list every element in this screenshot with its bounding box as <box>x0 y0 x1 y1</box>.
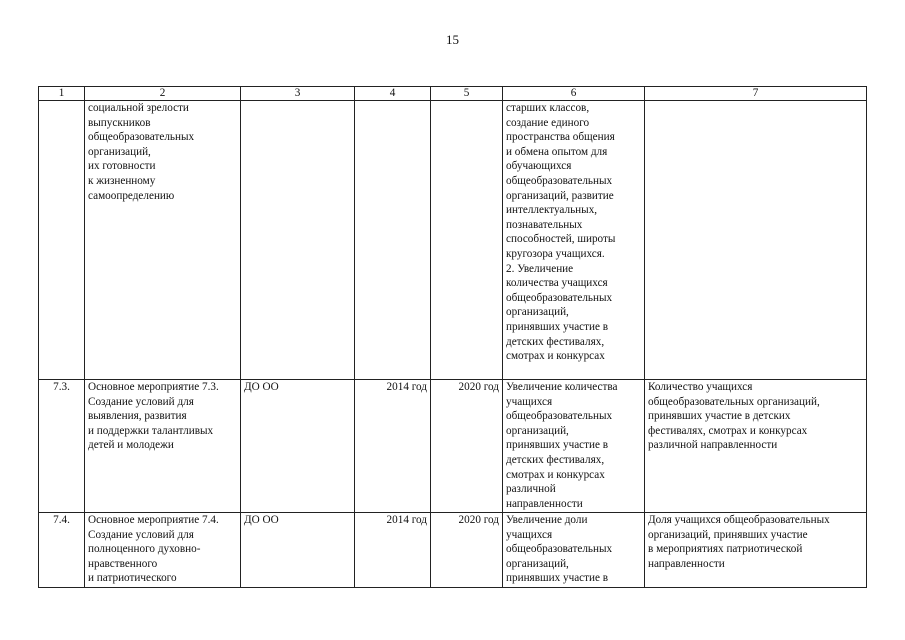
cell-results: Увеличение количества учащихся общеобразовательных организаций, принявших участие в детских фестивалях, смотрах и конкурсах различной направленности <box>503 380 645 513</box>
cell-end-year: 2020 год <box>431 380 503 513</box>
col-header-4: 4 <box>355 87 431 101</box>
cell-executor <box>241 101 355 380</box>
page-number: 15 <box>446 32 459 47</box>
col-header-1: 1 <box>39 87 85 101</box>
cell-indicator: Количество учащихся общеобразовательных организаций, принявших участие в детских фестивалях, смотрах и конкурсах различной направленности <box>645 380 867 513</box>
col-header-6: 6 <box>503 87 645 101</box>
cell-results: Увеличение доли учащихся общеобразовательных организаций, принявших участие в <box>503 513 645 588</box>
cell-start-year: 2014 год <box>355 513 431 588</box>
cell-number <box>39 101 85 380</box>
table-row <box>39 513 867 588</box>
cell-event: Основное мероприятие 7.3. Создание условий для выявления, развития и поддержки талантливых детей и молодежи <box>85 380 241 513</box>
col-header-5: 5 <box>431 87 503 101</box>
cell-event: социальной зрелости выпускников общеобразовательных организаций, их готовности к жизненному самоопределению <box>85 101 241 380</box>
col-header-7: 7 <box>645 87 867 101</box>
table-header-row <box>39 87 867 101</box>
table-row <box>39 380 867 513</box>
program-table <box>38 86 867 588</box>
table-row <box>39 101 867 380</box>
cell-indicator: Доля учащихся общеобразовательных организаций, принявших участие в мероприятиях патриотической направленности <box>645 513 867 588</box>
cell-event: Основное мероприятие 7.4. Создание условий для полноценного духовно- нравственного и патриотического <box>85 513 241 588</box>
cell-number: 7.3. <box>39 380 85 513</box>
cell-executor: ДО ОО <box>241 513 355 588</box>
col-header-2: 2 <box>85 87 241 101</box>
cell-number: 7.4. <box>39 513 85 588</box>
cell-start-year <box>355 101 431 380</box>
col-header-3: 3 <box>241 87 355 101</box>
cell-executor: ДО ОО <box>241 380 355 513</box>
cell-end-year <box>431 101 503 380</box>
cell-indicator <box>645 101 867 380</box>
cell-end-year: 2020 год <box>431 513 503 588</box>
cell-results: старших классов, создание единого пространства общения и обмена опытом для обучающихся общеобразовательных организаций, развитие интеллектуальных, познавательных способностей, широты кругозора учащихся. 2. Увеличение количества учащихся общеобразовательных организаций, принявших участие в детских фестивалях, смотрах и конкурсах <box>503 101 645 380</box>
cell-start-year: 2014 год <box>355 380 431 513</box>
